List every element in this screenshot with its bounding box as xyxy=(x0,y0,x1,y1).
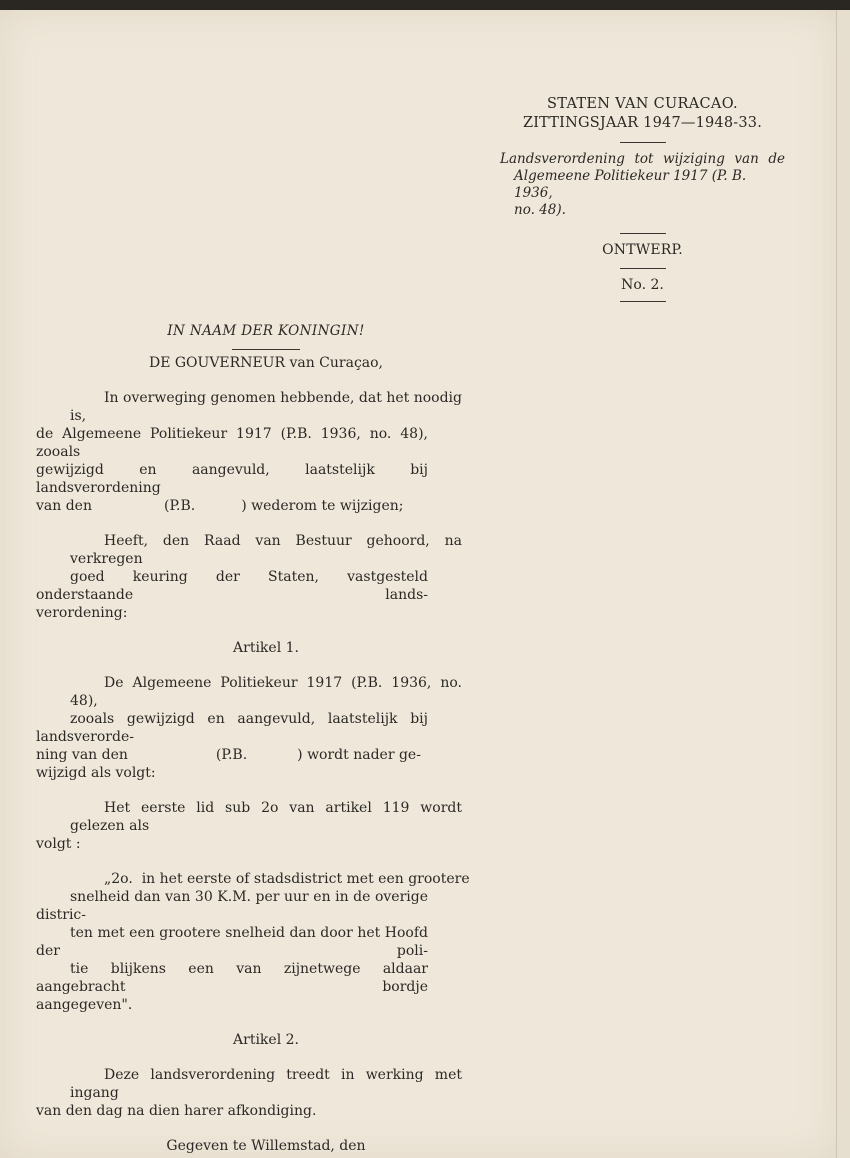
text-line: volgt : xyxy=(36,836,81,852)
governor-heading: DE GOUVERNEUR van Curaçao, xyxy=(148,355,384,371)
header-title: STATEN VAN CURACAO. xyxy=(547,96,738,112)
text-line: „2o. in het eerste of stadsdistrict met een grootere xyxy=(104,871,470,887)
text-line: Het eerste lid sub 2o van artikel 119 wordt gelezen als xyxy=(70,800,462,834)
page-edge xyxy=(836,10,850,1158)
text-line: van den dag na dien harer afkondiging. xyxy=(36,1103,317,1119)
draft-label: ONTWERP. xyxy=(602,242,683,258)
text-line: verordening: xyxy=(36,605,128,621)
text-line: de Algemeene Politiekeur 1917 (P.B. 1936, no. 48), zooals xyxy=(36,426,428,460)
document-subject xyxy=(500,151,785,219)
paragraph-amendment xyxy=(36,799,462,853)
subject-line-2: Algemeene Politiekeur 1917 (P. B. 1936, xyxy=(514,168,747,201)
article-2-heading: Artikel 2. xyxy=(233,1032,299,1048)
text-line: gewijzigd en aangevuld, laatstelijk bij landsverordening xyxy=(36,462,428,496)
text-line: ) wederom te wijzigen; xyxy=(241,498,404,514)
text-line: wijzigd als volgt: xyxy=(36,765,156,781)
text-line: ten met een grootere snelheid dan door het Hoofd der poli- xyxy=(36,925,428,959)
header-divider xyxy=(620,142,666,143)
text-line: (P.B. xyxy=(215,747,248,763)
subject-line-3: no. 48). xyxy=(514,202,566,218)
text-line: goed keuring der Staten, vastgesteld onderstaande lands- xyxy=(36,569,428,603)
invocation: IN NAAM DER KONINGIN! xyxy=(167,323,365,339)
signature-line: Gegeven te Willemstad, den xyxy=(166,1138,366,1154)
draft-number: No. 2. xyxy=(621,277,664,293)
paragraph-article-2 xyxy=(36,1066,462,1120)
document-header xyxy=(500,85,785,302)
text-line: zooals gewijzigd en aangevuld, laatstelijk bij landsverorde- xyxy=(36,711,428,745)
paragraph-article-1 xyxy=(36,674,462,782)
text-line: Heeft, den Raad van Bestuur gehoord, na verkregen xyxy=(70,533,462,567)
text-line: ning van den xyxy=(36,747,128,763)
paragraph-considering xyxy=(36,389,462,515)
document-body xyxy=(36,322,470,1155)
paragraph-enactment xyxy=(36,532,462,622)
header-divider xyxy=(620,233,666,234)
header-session: ZITTINGSJAAR 1947—1948-33. xyxy=(522,115,763,131)
article-1-heading: Artikel 1. xyxy=(233,640,299,656)
text-line: aangegeven". xyxy=(36,997,133,1013)
text-line: Deze landsverordening treedt in werking met ingang xyxy=(70,1067,462,1101)
text-line: (P.B. xyxy=(164,498,196,514)
header-divider xyxy=(620,268,666,269)
text-line: van den xyxy=(36,498,92,514)
header-divider xyxy=(620,301,666,302)
text-line: In overweging genomen hebbende, dat het noodig is, xyxy=(70,390,462,424)
subject-line-1: Landsverordening tot wijziging van de xyxy=(500,151,785,167)
text-line: ) wordt nader ge- xyxy=(297,747,421,763)
body-divider xyxy=(232,349,300,350)
text-line: tie blijkens een van zijnetwege aldaar aangebracht bordje xyxy=(36,961,428,995)
text-line: De Algemeene Politiekeur 1917 (P.B. 1936, no. 48), xyxy=(70,675,462,709)
paragraph-quoted-text xyxy=(36,870,470,1014)
text-line: snelheid dan van 30 K.M. per uur en in de overige distric- xyxy=(36,889,428,923)
